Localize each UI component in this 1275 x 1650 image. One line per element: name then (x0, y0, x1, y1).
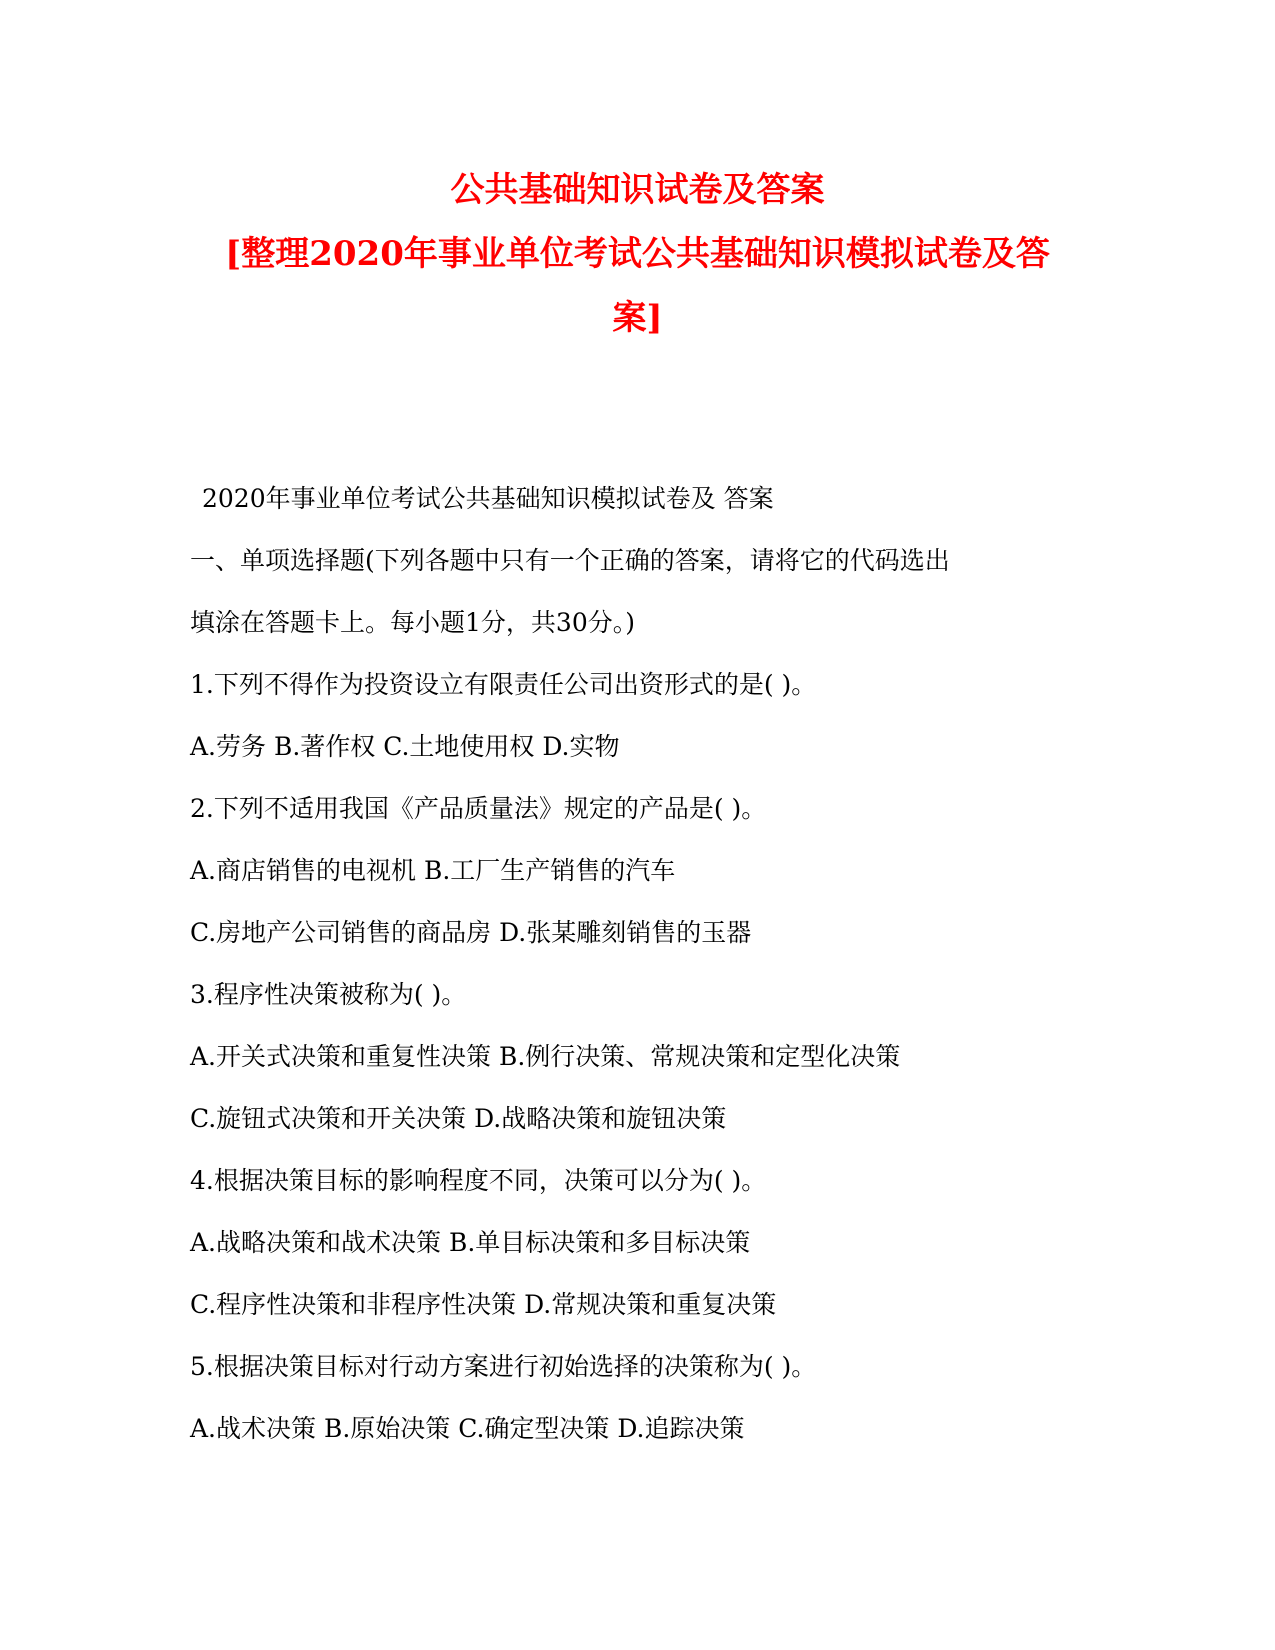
question-4: 4.根据决策目标的影响程度不同，决策可以分为( )。 (190, 1166, 767, 1195)
title-line-3: 案] (612, 298, 663, 338)
subtitle-line: 2020年事业单位考试公共基础知识模拟试卷及 答案 (202, 484, 774, 513)
section-heading-line-2: 填涂在答题卡上。每小题1分，共30分。) (190, 608, 635, 637)
question-5: 5.根据决策目标对行动方案进行初始选择的决策称为( )。 (190, 1352, 817, 1381)
question-3: 3.程序性决策被称为( )。 (190, 980, 467, 1009)
question-2-options-ab: A.商店销售的电视机 B.工厂生产销售的汽车 (190, 856, 676, 885)
question-2-options-cd: C.房地产公司销售的商品房 D.张某雕刻销售的玉器 (190, 918, 752, 947)
question-4-options-ab: A.战略决策和战术决策 B.单目标决策和多目标决策 (190, 1228, 751, 1257)
document-title (150, 158, 1125, 350)
section-heading-line-1: 一、单项选择题(下列各题中只有一个正确的答案，请将它的代码选出 (190, 546, 950, 575)
question-1: 1.下列不得作为投资设立有限责任公司出资形式的是( )。 (190, 670, 817, 699)
title-line-1: 公共基础知识试卷及答案 (450, 170, 825, 210)
question-3-options-cd: C.旋钮式决策和开关决策 D.战略决策和旋钮决策 (190, 1104, 727, 1133)
question-2: 2.下列不适用我国《产品质量法》规定的产品是( )。 (190, 794, 767, 823)
question-4-options-cd: C.程序性决策和非程序性决策 D.常规决策和重复决策 (190, 1290, 777, 1319)
document-body (190, 468, 1090, 1460)
question-5-options: A.战术决策 B.原始决策 C.确定型决策 D.追踪决策 (190, 1414, 745, 1443)
question-3-options-ab: A.开关式决策和重复性决策 B.例行决策、常规决策和定型化决策 (190, 1042, 901, 1071)
question-1-options: A.劳务 B.著作权 C.土地使用权 D.实物 (190, 732, 620, 761)
title-line-2: [整理2020年事业单位考试公共基础知识模拟试卷及答 (225, 234, 1050, 274)
